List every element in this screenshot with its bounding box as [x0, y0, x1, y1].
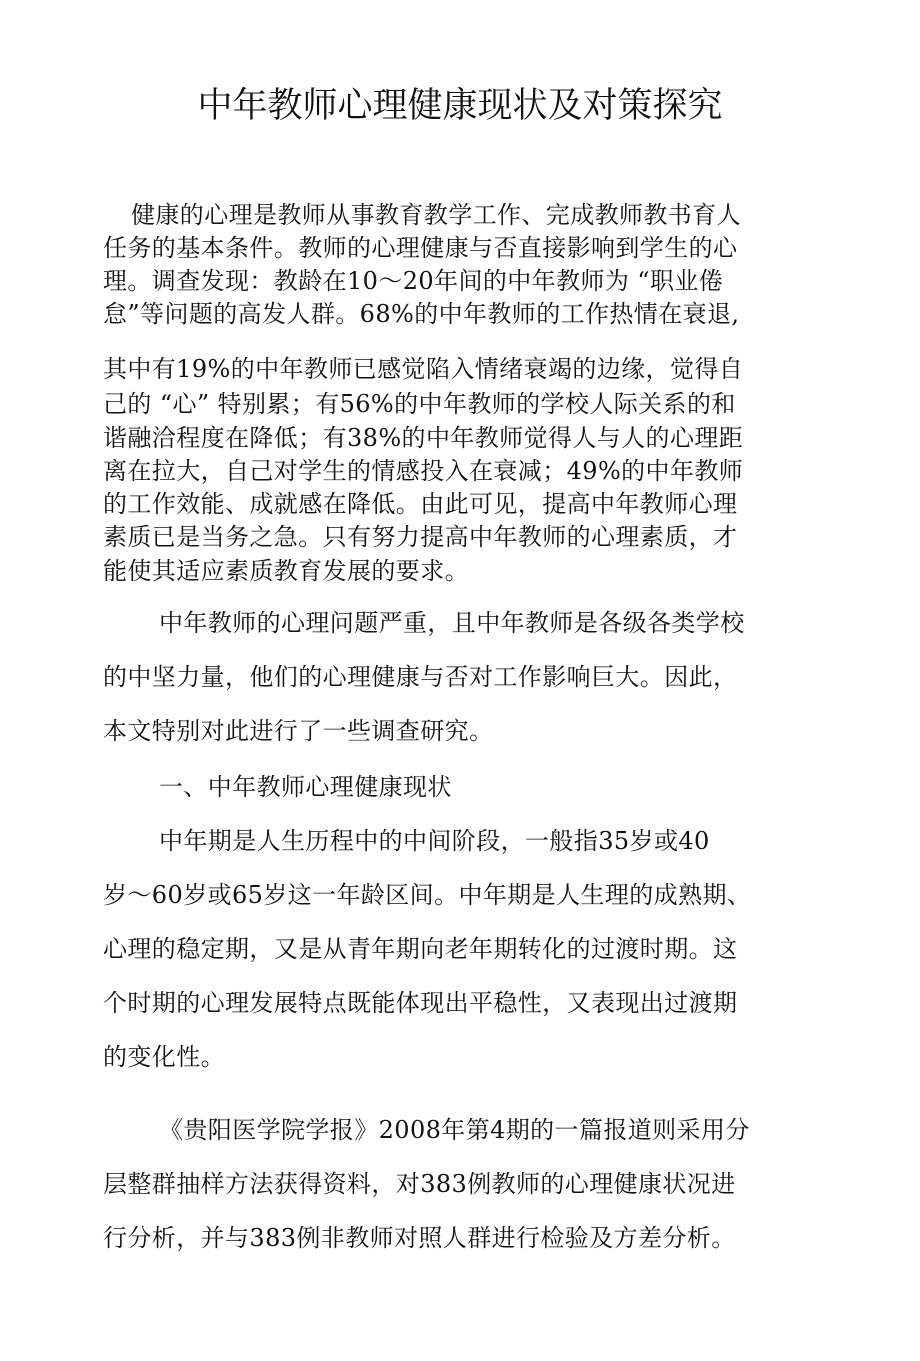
section-heading: 一、中年教师心理健康现状: [159, 773, 452, 801]
paragraph-line: 离在拉大，自己对学生的情感投入在衰减；49%的中年教师: [103, 457, 744, 485]
paragraph-line: 健康的心理是教师从事教育教学工作、完成教师教书育人: [131, 201, 741, 229]
paragraph-line: 中年教师的心理问题严重，且中年教师是各级各类学校: [159, 609, 745, 637]
paragraph-line: 的工作效能、成就感在降低。由此可见，提高中年教师心理: [103, 490, 738, 518]
paragraph-line: 岁～60岁或65岁这一年龄区间。中年期是人生理的成熟期、: [103, 881, 752, 909]
paragraph-line: 的变化性。: [103, 1043, 225, 1071]
paragraph-line: 其中有19%的中年教师已感觉陷入情绪衰竭的边缘，觉得自: [103, 355, 744, 383]
paragraph-line: 个时期的心理发展特点既能体现出平稳性，又表现出过渡期: [103, 989, 738, 1017]
paragraph-line: 能使其适应素质教育发展的要求。: [103, 557, 469, 585]
paragraph-line: 心理的稳定期，又是从青年期向老年期转化的过渡时期。这: [103, 935, 738, 963]
paragraph-line: 《贵阳医学院学报》2008年第4期的一篇报道则采用分: [159, 1116, 750, 1144]
paragraph-line: 行分析，并与383例非教师对照人群进行检验及方差分析。: [103, 1224, 736, 1252]
paragraph-line: 任务的基本条件。教师的心理健康与否直接影响到学生的心: [103, 234, 738, 262]
paragraph-line: 怠”等问题的高发人群。68%的中年教师的工作热情在衰退,: [103, 300, 740, 328]
paragraph-line: 己的 “心” 特别累；有56%的中年教师的学校人际关系的和: [103, 390, 736, 418]
paragraph-line: 中年期是人生历程中的中间阶段，一般指35岁或40: [159, 827, 710, 855]
paragraph-line: 本文特别对此进行了一些调查研究。: [103, 717, 494, 745]
paragraph-line: 谐融洽程度在降低；有38%的中年教师觉得人与人的心理距: [103, 424, 744, 452]
paragraph-line: 素质已是当务之急。只有努力提高中年教师的心理素质，才: [103, 523, 738, 551]
document-title: 中年教师心理健康现状及对策探究: [197, 86, 723, 126]
paragraph-line: 理。调查发现：教龄在10～20年间的中年教师为 “职业倦: [103, 267, 724, 295]
paragraph-line: 的中坚力量，他们的心理健康与否对工作影响巨大。因此，: [103, 663, 738, 691]
paragraph-line: 层整群抽样方法获得资料，对383例教师的心理健康状况进: [103, 1170, 736, 1198]
